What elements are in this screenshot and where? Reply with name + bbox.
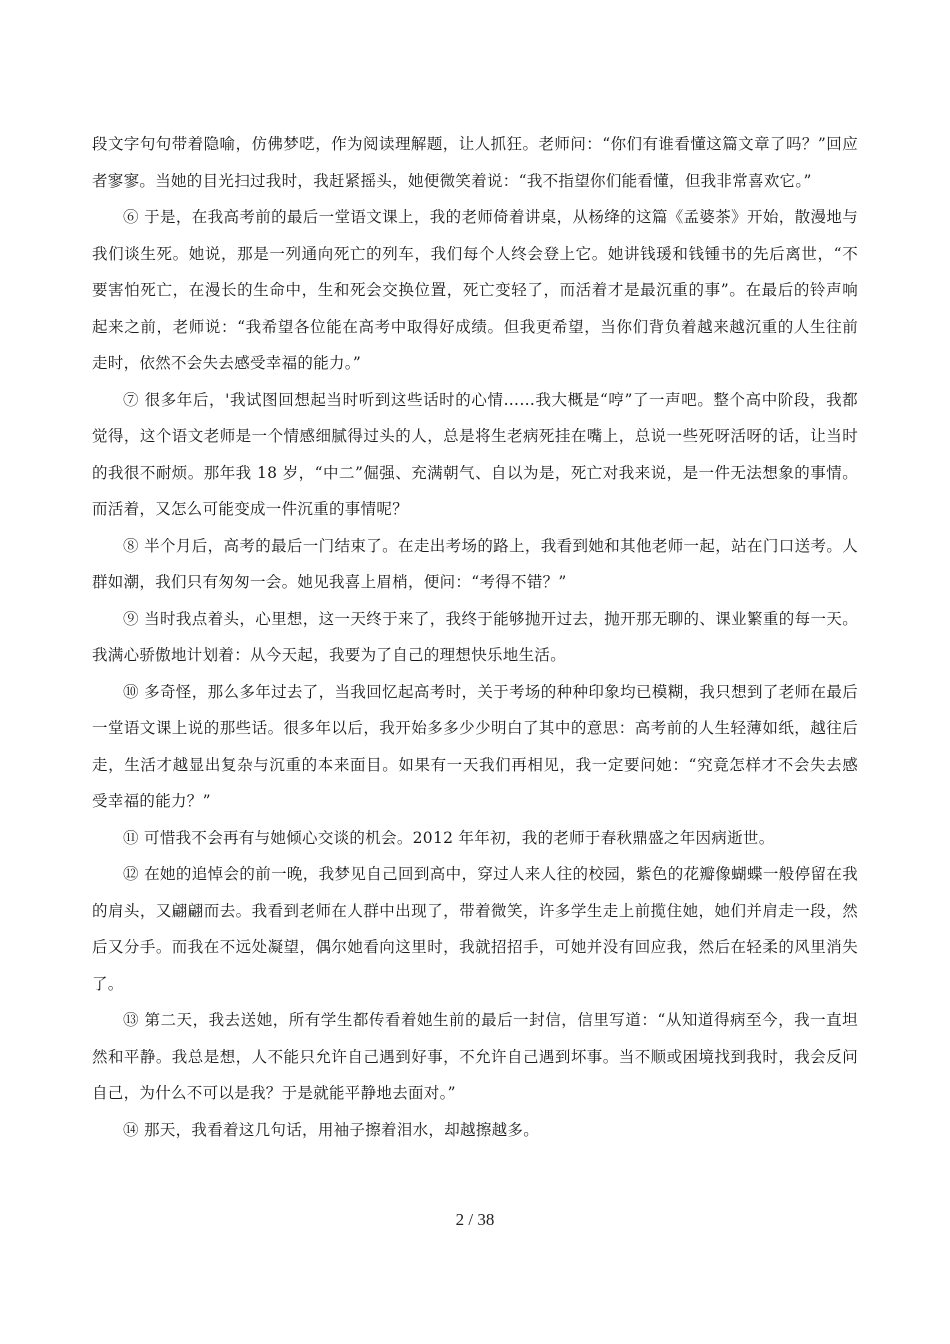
paragraph-8: ⑧ 半个月后，高考的最后一门结束了。在走出考场的路上，我看到她和其他老师一起，站在门口送考。人群如潮，我们只有匆匆一会。她见我喜上眉梢，便问：“考得不错？”	[92, 536, 858, 591]
paragraph-13: ⑬ 第二天，我去送她，所有学生都传看着她生前的最后一封信，信里写道：“从知道得病至今，我一直坦然和平静。我总是想，人不能只允许自己遇到好事，不允许自己遇到坏事。当不顺或困境找到我时，我会反问自己，为什么不可以是我？于是就能平静地去面对。”	[92, 1011, 858, 1102]
paragraph-14: ⑭ 那天，我看着这几句话，用袖子擦着泪水，却越擦越多。	[123, 1120, 540, 1139]
article-body	[92, 126, 858, 1148]
page-number: 2 / 38	[455, 1210, 495, 1229]
paragraph-7: ⑦ 很多年后，'我试图回想起当时听到这些话时的心情……我大概是“哼”了一声吧。整个高中阶段，我都觉得，这个语文老师是一个情感细腻得过头的人，总是将生老病死挂在嘴上，总说一些死呀活呀的话，让当时的我很不耐烦。那年我 18 岁，“中二”倔强、充满朝气、自以为是，死亡对我来说，是一件无法想象的事情。而活着，又怎么可能变成一件沉重的事情呢？	[92, 390, 858, 518]
paragraph-continued: 段文字句句带着隐喻，仿佛梦呓，作为阅读理解题，让人抓狂。老师问：“你们有谁看懂这篇文章了吗？”回应者寥寥。当她的目光扫过我时，我赶紧摇头，她便微笑着说：“我不指望你们能看懂，但我非常喜欢它。”	[92, 135, 858, 190]
paragraph-12: ⑫ 在她的追悼会的前一晚，我梦见自己回到高中，穿过人来人往的校园，紫色的花瓣像蝴蝶一般停留在我的肩头，又翩翩而去。我看到老师在人群中出现了，带着微笑，许多学生走上前揽住她，她们并肩走一段，然后又分手。而我在不远处凝望，偶尔她看向这里时，我就招招手，可她并没有回应我，然后在轻柔的风里消失了。	[92, 865, 858, 993]
paragraph-9: ⑨ 当时我点着头，心里想，这一天终于来了，我终于能够抛开过去，抛开那无聊的、课业繁重的每一天。我满心骄傲地计划着：从今天起，我要为了自己的理想快乐地生活。	[92, 609, 858, 664]
paragraph-10: ⑩ 多奇怪，那么多年过去了，当我回忆起高考时，关于考场的种种印象均已模糊，我只想到了老师在最后一堂语文课上说的那些话。很多年以后，我开始多多少少明白了其中的意思：高考前的人生轻薄如纸，越往后走，生活才越显出复杂与沉重的本来面目。如果有一天我们再相见，我一定要问她：“究竟怎样才不会失去感受幸福的能力？”	[92, 682, 858, 810]
paragraph-6: ⑥ 于是，在我高考前的最后一堂语文课上，我的老师倚着讲桌，从杨绛的这篇《孟婆茶》开始，散漫地与我们谈生死。她说，那是一列通向死亡的列车，我们每个人终会登上它。她讲钱瑗和钱锺书的先后离世，“不要害怕死亡，在漫长的生命中，生和死会交换位置，死亡变轻了，而活着才是最沉重的事”。在最后的铃声响起来之前，老师说：“我希望各位能在高考中取得好成绩。但我更希望，当你们背负着越来越沉重的人生往前走时，依然不会失去感受幸福的能力。”	[92, 208, 858, 372]
paragraph-11: ⑪ 可惜我不会再有与她倾心交谈的机会。2012 年年初，我的老师于春秋鼎盛之年因病逝世。	[123, 828, 775, 847]
